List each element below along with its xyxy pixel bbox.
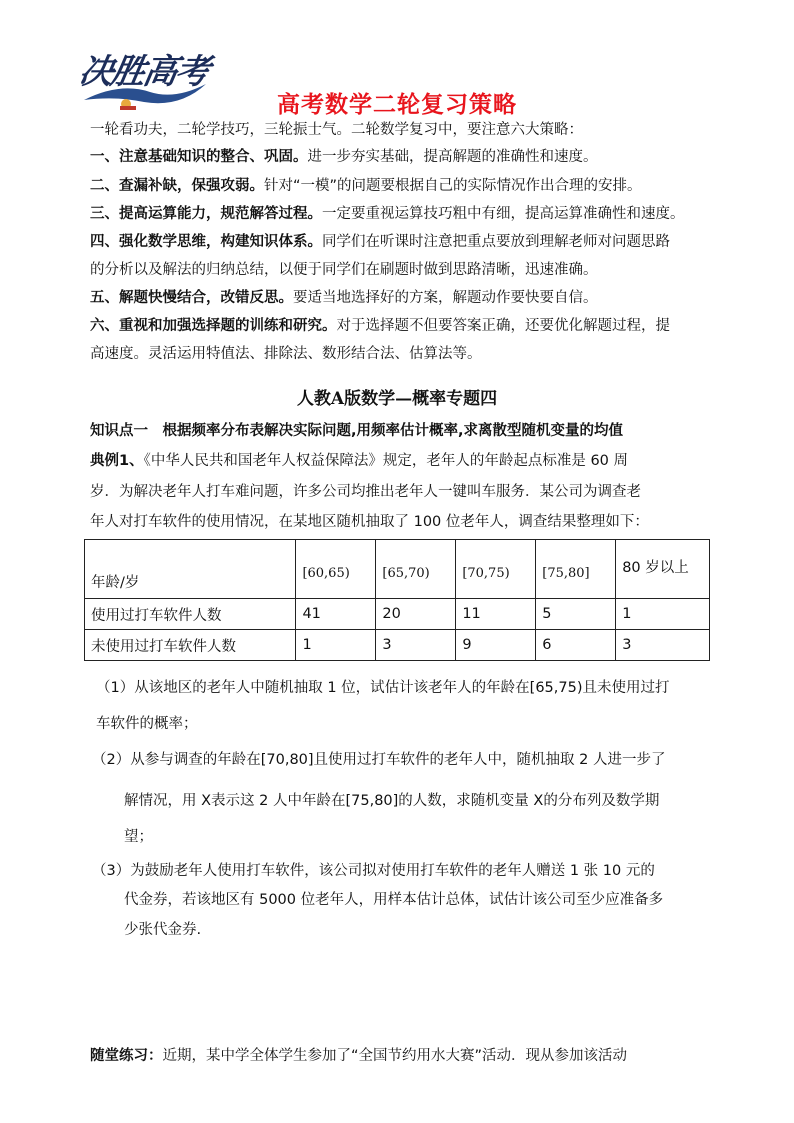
- strategy-item-heading: 五、解题快慢结合，改错反思。: [90, 290, 293, 306]
- table-header-row: [85, 540, 710, 599]
- question-1-line-1: （1）从该地区的老年人中随机抽取 1 位，试估计该老年人的年龄在[65,75)且未使用过打: [96, 680, 670, 696]
- question-2-line-1: （2）从参与调查的年龄在[70,80]且使用过打车软件的老年人中，随机抽取 2 人进一步了: [92, 752, 666, 768]
- question-2-line-3: 望；: [124, 829, 153, 845]
- table-header-cell: [65,70): [376, 540, 456, 599]
- table-cell: 5: [536, 599, 616, 630]
- example-text: 《中华人民共和国老年人权益保障法》规定，老年人的年龄起点标准是 60 周: [143, 453, 629, 469]
- strategy-item-heading: 二、查漏补缺，保强攻弱。: [90, 178, 264, 194]
- example-line-3: 年人对打车软件的使用情况，在某地区随机抽取了 100 位老年人，调查结果整理如下：: [90, 514, 649, 530]
- table-cell: 3: [376, 630, 456, 661]
- strategy-item-heading: 三、提高运算能力，规范解答过程。: [90, 206, 322, 222]
- strategy-item-6-cont: 高速度。灵活运用特值法、排除法、数形结合法、估算法等。: [90, 346, 482, 362]
- question-2-line-2: 解情况，用 X表示这 2 人中年龄在[75,80]的人数，求随机变量 X的分布列及数学期: [124, 793, 660, 809]
- question-3-line-1: （3）为鼓励老年人使用打车软件，该公司拟对使用打车软件的老年人赠送 1 张 10 元的: [92, 863, 655, 879]
- strategy-item-5: [90, 285, 710, 312]
- strategy-item-text: 要适当地选择好的方案，解题动作要快要自信。: [293, 290, 598, 306]
- question-1-line-2: 车软件的概率；: [96, 716, 198, 732]
- strategy-item-3: [90, 201, 710, 228]
- strategy-item-4-cont: 的分析以及解法的归纳总结，以便于同学们在刷题时做到思路清晰，迅速准确。: [90, 262, 598, 278]
- knowledge-point: 知识点一 根据频率分布表解决实际问题,用频率估计概率,求离散型随机变量的均值: [90, 423, 624, 439]
- strategy-item-4: [90, 229, 710, 256]
- table-header-cell: 80 岁以上: [616, 540, 710, 599]
- strategy-item-2: [90, 173, 710, 200]
- table-header-cell: [60,65): [296, 540, 376, 599]
- example-label: 典例1、: [90, 453, 144, 469]
- strategy-item-text: 进一步夯实基础，提高解题的准确性和速度。: [307, 149, 598, 165]
- table-header-cell: 年龄/岁: [85, 540, 296, 599]
- table-header-cell: [70,75): [456, 540, 536, 599]
- table-cell: 3: [616, 630, 710, 661]
- strategy-intro: 一轮看功夫，二轮学技巧，三轮振士气。二轮数学复习中，要注意六大策略：: [90, 122, 583, 138]
- question-3-line-2: 代金券，若该地区有 5000 位老年人，用样本估计总体，试估计该公司至少应准备多: [124, 892, 664, 908]
- strategy-item-text: 针对“一模”的问题要根据自己的实际情况作出合理的安排。: [264, 178, 642, 194]
- practice-text: 近期，某中学全体学生参加了“全国节约用水大赛”活动．现从参加该活动: [162, 1048, 628, 1064]
- strategy-item-heading: 四、强化数学思维，构建知识体系。: [90, 234, 322, 250]
- section-title: 人教A版数学—概率专题四: [296, 389, 498, 409]
- age-usage-table: [84, 539, 710, 661]
- strategy-item-text: 一定要重视运算技巧粗中有细，提高运算准确性和速度。: [322, 206, 685, 222]
- strategy-item-heading: 一、注意基础知识的整合、巩固。: [90, 149, 308, 165]
- example-line-1: [90, 448, 710, 475]
- table-cell: 未使用过打车软件人数: [85, 630, 296, 661]
- table-cell: 1: [616, 599, 710, 630]
- page-title: 高考数学二轮复习策略: [277, 92, 517, 118]
- strategy-item-6: [90, 313, 710, 340]
- question-3-line-3: 少张代金券.: [124, 922, 202, 938]
- table-cell: 11: [456, 599, 536, 630]
- table-cell: 9: [456, 630, 536, 661]
- strategy-item-1: [90, 144, 710, 171]
- table-header-cell: [75,80]: [536, 540, 616, 599]
- table-row: [85, 599, 710, 630]
- strategy-item-text: 同学们在听课时注意把重点要放到理解老师对问题思路: [322, 234, 670, 250]
- table-cell: 6: [536, 630, 616, 661]
- table-cell: 1: [296, 630, 376, 661]
- table-cell: 20: [376, 599, 456, 630]
- practice-line: [90, 1043, 710, 1070]
- table-cell: 41: [296, 599, 376, 630]
- logo-text: 决胜高考: [75, 52, 211, 92]
- table-cell: 使用过打车软件人数: [85, 599, 296, 630]
- table-row: [85, 630, 710, 661]
- strategy-item-text: 对于选择题不但要答案正确，还要优化解题过程，提: [336, 318, 670, 334]
- practice-label: 随堂练习：: [90, 1048, 163, 1064]
- strategy-item-heading: 六、重视和加强选择题的训练和研究。: [90, 318, 337, 334]
- example-line-2: 岁．为解决老年人打车难问题，许多公司均推出老年人一键叫车服务．某公司为调查老: [90, 484, 641, 500]
